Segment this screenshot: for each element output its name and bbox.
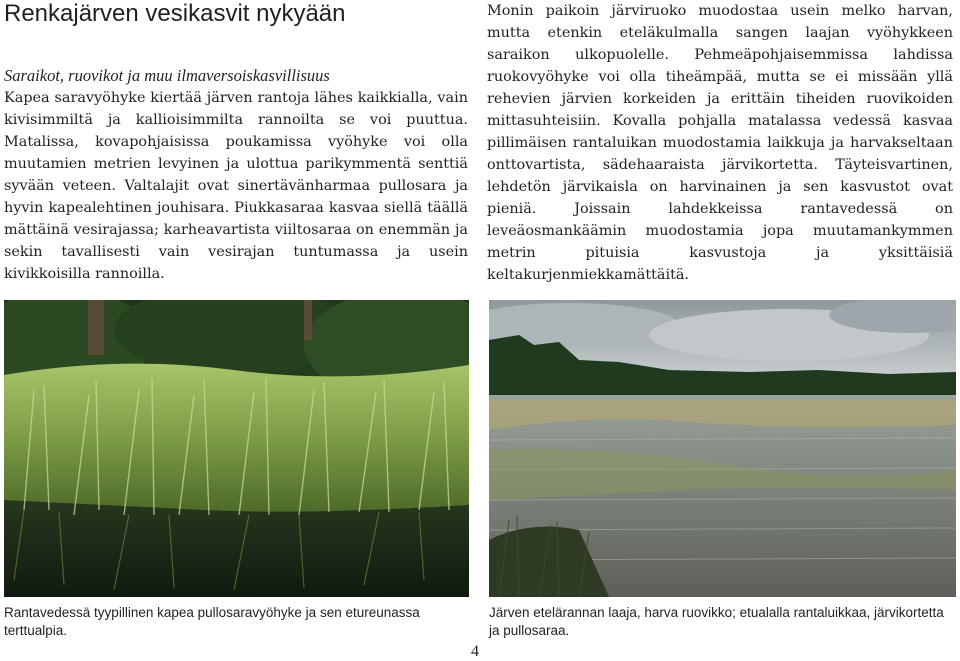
page-number: 4 — [471, 643, 479, 660]
section-subheading: Saraikot, ruovikot ja muu ilmaversoiskasvillisuus — [4, 66, 330, 85]
sedge-shore-photo-graphic — [4, 300, 469, 597]
sedge-shore-photo — [4, 300, 469, 597]
right-body-paragraph: Monin paikoin järviruoko muodostaa usein melko harvan, mutta etenkin eteläkulmalla sangen laajan vyöhykkeen saraikon ulkopuolelle. Pehmeäpohjaisemmissa lahdissa ruokovyöhyke voi olla tiheämpää, mutta se ei missään yllä rehevien järvien korkeiden ja erittäin tiheiden ruovikoiden mittasuhteisiin. Kovalla pohjalla matalassa vedessä kasvaa pillimäisen rantaluikan muodostamia laikkuja ja harvakseltaan onttovartista, sädehaaraista järvikortetta. Täyteisvartinen, lehdetön järvikaisla on harvinainen ja sen kasvustot ovat pieniä. Joissain lahdekkeissa rantavedessä on leveäosmankäämin muodostamia jopa muutamankymmen metrin pituisia kasvustoja ja yksittäisiä keltakurjenmiekkamättäitä. — [487, 3, 953, 283]
figure-caption-left: Rantavedessä tyypillinen kapea pullosaravyöhyke ja sen etureunassa terttualpia. — [4, 605, 420, 638]
left-body-paragraph: Kapea saravyöhyke kiertää järven rantoja lähes kaikkialla, vain kivisimmiltä ja kallioisimmilta rannoilta se voi puuttua. Matalissa, kovapohjaisissa poukamissa vyöhyke voi olla muutamien metrien levyinen ja ulottua parikymmentä senttiä syvään veteen. Valtalajit ovat sinertävänharmaa pullosara ja hyvin kapealehtinen jouhisara. Piukkasaraa kasvaa siellä täällä mättäinä vesirajassa; karheavartista viiltosaraa on enemmän ja sekin tavallisesti vain vesirajan tuntumassa ja usein kivikkoisilla rannoilla. — [4, 90, 468, 282]
left-text-column — [4, 65, 468, 285]
figure-caption-right: Järven etelärannan laaja, harva ruovikko; etualalla rantaluikkaa, järvikortetta ja pullosaraa. — [489, 605, 944, 638]
southern-shore-reed-photo-graphic — [489, 300, 956, 597]
right-text-column — [487, 0, 953, 286]
page-title: Renkajärven vesikasvit nykyään — [4, 0, 346, 27]
southern-shore-reed-photo — [489, 300, 956, 597]
